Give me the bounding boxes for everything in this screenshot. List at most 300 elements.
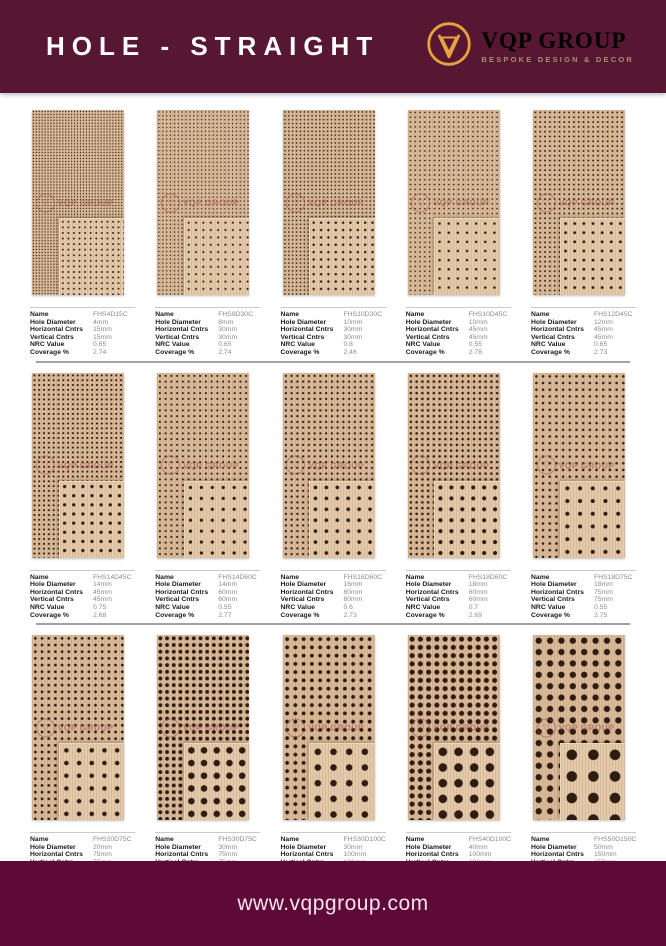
vqp-monogram-icon: ▽ (161, 193, 180, 212)
spec-value: 0.65 (93, 341, 107, 349)
spec-row (406, 334, 511, 342)
spec-label: Vertical Cntrs (405, 333, 450, 341)
page-header (0, 0, 666, 93)
vqp-monogram-icon: ▽ (411, 456, 430, 475)
spec-row (30, 836, 135, 844)
spec-value: 30mm (218, 333, 238, 341)
spec-row (30, 844, 135, 852)
panel-inset-zoom (560, 743, 625, 820)
spec-row (531, 836, 636, 844)
spec-row (406, 574, 511, 582)
spec-label: Coverage % (531, 348, 570, 356)
spec-label: Name (531, 311, 550, 318)
spec-value: 0.75 (93, 603, 107, 611)
panel-image (283, 373, 375, 558)
spec-table (30, 307, 135, 357)
watermark-label: VQP GROUP (558, 197, 615, 208)
spec-label: Hole Diameter (155, 318, 201, 326)
spec-value: 0.6 (343, 603, 353, 611)
watermark-label: VQP GROUP (308, 197, 364, 208)
catalog-cell (406, 635, 511, 882)
vqp-monogram-icon: ▽ (286, 456, 305, 475)
panel-watermark (537, 193, 615, 212)
spec-row (531, 311, 636, 319)
spec-label: Hole Diameter (531, 843, 577, 851)
panel-image (157, 110, 249, 295)
spec-row (281, 341, 386, 349)
spec-label: Horizontal Cntrs (30, 326, 83, 334)
spec-value: FHS30D100C (343, 836, 386, 844)
spec-label: NRC Value (405, 341, 441, 349)
spec-label: Vertical Cntrs (155, 596, 200, 604)
spec-label: Name (280, 311, 300, 318)
spec-value: 12mm (594, 318, 613, 326)
spec-label: Horizontal Cntrs (280, 851, 334, 859)
spec-label: Name (30, 311, 49, 318)
spec-label: NRC Value (155, 603, 190, 611)
catalog-cell (281, 635, 386, 882)
vqp-monogram-icon: ▽ (537, 718, 556, 737)
spec-row (406, 836, 511, 844)
spec-value: 14mm (93, 581, 112, 589)
spec-label: Vertical Cntrs (30, 333, 74, 341)
panel-inset-zoom (560, 218, 625, 295)
spec-label: Hole Diameter (531, 318, 577, 326)
spec-row (155, 851, 260, 859)
spec-value: 60mm (343, 596, 363, 604)
spec-table (281, 570, 386, 620)
spec-row (531, 319, 636, 327)
spec-value: 2.74 (218, 348, 232, 356)
panel-image (157, 373, 249, 558)
spec-value: 2.74 (93, 348, 107, 356)
spec-value: 45mm (468, 333, 488, 341)
spec-row (531, 341, 636, 349)
spec-value: 30mm (343, 333, 363, 341)
spec-label: Vertical Cntrs (155, 333, 200, 341)
spec-row (531, 581, 636, 589)
spec-label: NRC Value (280, 341, 315, 349)
panel-watermark (537, 456, 615, 475)
catalog-cell (406, 110, 511, 357)
spec-value: 14mm (218, 581, 238, 589)
spec-value: 0.65 (594, 341, 608, 349)
catalog-cell (30, 635, 135, 882)
row-separator (36, 361, 630, 363)
spec-label: Name (155, 573, 174, 581)
spec-value: 0.8 (343, 341, 353, 349)
panel-image (533, 635, 625, 820)
spec-value: 2.68 (93, 611, 107, 619)
spec-row (406, 349, 511, 357)
spec-label: Coverage % (30, 348, 69, 356)
spec-row (155, 844, 260, 852)
spec-value: FHS18D60C (468, 573, 508, 581)
spec-label: Name (30, 836, 49, 844)
spec-value: 75mm (594, 596, 613, 604)
panel-grid-row-3 (30, 635, 636, 882)
spec-value: 4mm (93, 318, 109, 326)
spec-row (155, 349, 260, 357)
spec-value: 0.65 (218, 341, 232, 349)
spec-row (531, 596, 636, 604)
spec-value: 2.77 (218, 611, 232, 619)
spec-label: Horizontal Cntrs (30, 851, 83, 859)
vqp-monogram-icon: ▽ (36, 718, 55, 737)
spec-label: Horizontal Cntrs (280, 326, 334, 334)
spec-row (406, 844, 511, 852)
panel-watermark (411, 718, 489, 737)
panel-inset-zoom (434, 218, 499, 295)
watermark-label: VQP GROUP (57, 722, 114, 733)
spec-label: Coverage % (405, 348, 445, 356)
spec-value: 60mm (468, 588, 488, 596)
spec-label: NRC Value (155, 341, 190, 349)
spec-label: NRC Value (30, 341, 65, 349)
spec-value: FHS14D45C (93, 573, 132, 581)
panel-image (283, 635, 375, 820)
website-url: www.vqpgroup.com (237, 891, 429, 915)
spec-row (531, 604, 636, 612)
spec-label: Vertical Cntrs (531, 596, 575, 604)
spec-row (30, 326, 135, 334)
spec-row (30, 311, 135, 319)
spec-label: NRC Value (30, 603, 65, 611)
spec-value: FHS4D15C (93, 311, 128, 318)
panel-watermark (36, 718, 114, 737)
panel-inset-zoom (309, 481, 374, 558)
spec-value: 2.73 (594, 348, 608, 356)
spec-value: 50mm (594, 843, 613, 851)
spec-row (281, 596, 386, 604)
spec-row (281, 581, 386, 589)
spec-row (281, 604, 386, 612)
vqp-monogram-icon: ▽ (36, 456, 55, 475)
spec-row (30, 334, 135, 342)
spec-label: Name (155, 836, 174, 844)
spec-value: 40mm (468, 843, 488, 851)
panel-watermark (161, 718, 239, 737)
spec-row (531, 574, 636, 582)
spec-value: 60mm (468, 596, 488, 604)
page-footer (0, 861, 666, 946)
spec-label: Hole Diameter (30, 843, 76, 851)
catalog-cell (30, 110, 135, 357)
panel-catalog (0, 93, 666, 888)
panel-image (533, 373, 625, 558)
spec-value: 18mm (468, 581, 488, 589)
spec-value: 2.46 (343, 348, 357, 356)
watermark-label: VQP GROUP (182, 197, 239, 208)
panel-image (408, 110, 500, 295)
spec-table (155, 307, 260, 357)
panel-image (32, 635, 124, 820)
spec-table (30, 570, 135, 620)
catalog-cell (30, 373, 135, 620)
spec-label: Hole Diameter (280, 581, 327, 589)
spec-row (281, 334, 386, 342)
spec-value: 30mm (218, 843, 238, 851)
spec-row (281, 319, 386, 327)
spec-value: 0.7 (468, 603, 479, 611)
spec-label: Horizontal Cntrs (155, 326, 209, 334)
spec-row (155, 311, 260, 319)
spec-label: Hole Diameter (155, 843, 201, 851)
spec-row (30, 604, 135, 612)
vqp-monogram-icon: ▽ (286, 193, 305, 212)
spec-value: 10mm (343, 318, 363, 326)
spec-row (281, 589, 386, 597)
spec-row (155, 319, 260, 327)
spec-value: 75mm (218, 851, 238, 859)
vqp-monogram-icon (425, 20, 473, 73)
spec-value: 15mm (93, 333, 112, 341)
vqp-monogram-icon: ▽ (537, 456, 556, 475)
panel-inset-zoom (59, 481, 124, 558)
spec-value: 60mm (218, 588, 238, 596)
spec-table (406, 570, 511, 620)
catalog-cell (281, 373, 386, 620)
panel-watermark (36, 456, 114, 475)
panel-watermark (161, 456, 239, 475)
panel-image (533, 110, 625, 295)
panel-inset-zoom (184, 218, 249, 295)
panel-grid-row-1 (30, 110, 636, 357)
spec-value: 0.55 (594, 603, 608, 611)
watermark-label: VQP GROUP (433, 197, 490, 208)
spec-row (155, 612, 260, 620)
panel-inset-zoom (434, 481, 499, 558)
spec-row (281, 851, 386, 859)
spec-row (531, 349, 636, 357)
logo-tagline: BESPOKE DESIGN & DECOR (481, 55, 634, 65)
spec-row (406, 311, 511, 319)
vqp-monogram-icon: ▽ (161, 718, 180, 737)
catalog-cell (281, 110, 386, 357)
catalog-cell (531, 110, 636, 357)
watermark-label: VQP GROUP (182, 460, 239, 471)
spec-label: Horizontal Cntrs (155, 588, 209, 596)
spec-label: Name (531, 573, 550, 581)
panel-image (408, 635, 500, 820)
spec-label: Coverage % (155, 348, 195, 356)
spec-label: Horizontal Cntrs (280, 588, 334, 596)
panel-watermark (411, 456, 489, 475)
logo-name: VQP GROUP (481, 28, 627, 54)
catalog-cell (155, 110, 260, 357)
spec-row (30, 589, 135, 597)
panel-watermark (411, 193, 489, 212)
panel-inset-zoom (309, 218, 374, 295)
spec-value: 15mm (93, 326, 112, 334)
spec-label: Coverage % (30, 611, 69, 619)
spec-value: FHS14D60C (218, 573, 257, 581)
watermark-label: VQP GROUP (308, 722, 364, 733)
spec-row (30, 349, 135, 357)
spec-label: Horizontal Cntrs (531, 851, 584, 859)
spec-row (531, 589, 636, 597)
spec-value: 45mm (594, 326, 613, 334)
panel-watermark (161, 193, 239, 212)
spec-label: Hole Diameter (405, 843, 452, 851)
spec-value: 60mm (218, 596, 238, 604)
spec-row (406, 589, 511, 597)
spec-value: 45mm (93, 596, 112, 604)
spec-label: Vertical Cntrs (280, 333, 325, 341)
spec-value: 8mm (218, 318, 234, 326)
spec-row (30, 851, 135, 859)
spec-label: Coverage % (155, 611, 195, 619)
panel-watermark (36, 193, 114, 212)
spec-label: Horizontal Cntrs (531, 588, 584, 596)
spec-value: FHS30D75C (218, 836, 257, 844)
spec-row (155, 589, 260, 597)
spec-value: 30mm (218, 326, 238, 334)
spec-label: Name (280, 573, 300, 581)
spec-row (281, 574, 386, 582)
spec-row (281, 836, 386, 844)
panel-inset-zoom (434, 743, 499, 820)
spec-table (155, 570, 260, 620)
spec-value: 100mm (468, 851, 492, 859)
spec-row (30, 581, 135, 589)
spec-table (531, 570, 636, 620)
spec-value: 60mm (343, 588, 363, 596)
spec-row (406, 851, 511, 859)
spec-row (531, 326, 636, 334)
watermark-label: VQP GROUP (558, 460, 615, 471)
spec-label: Vertical Cntrs (531, 333, 575, 341)
spec-label: Vertical Cntrs (30, 596, 74, 604)
catalog-cell (155, 373, 260, 620)
spec-label: Hole Diameter (280, 318, 327, 326)
spec-row (406, 581, 511, 589)
spec-label: Name (531, 836, 550, 844)
spec-label: Hole Diameter (405, 318, 452, 326)
spec-value: 150mm (594, 851, 617, 859)
spec-label: Name (280, 836, 300, 844)
page-title: HOLE - STRAIGHT (46, 31, 380, 61)
spec-value: 75mm (93, 851, 112, 859)
panel-image (32, 110, 124, 295)
spec-row (155, 574, 260, 582)
spec-value: 0.55 (468, 341, 482, 349)
spec-row (531, 851, 636, 859)
spec-row (30, 574, 135, 582)
vqp-monogram-icon: ▽ (537, 193, 556, 212)
panel-watermark (286, 193, 364, 212)
spec-label: Vertical Cntrs (405, 596, 450, 604)
vqp-monogram-icon: ▽ (286, 718, 305, 737)
watermark-label: VQP GROUP (433, 722, 490, 733)
watermark-label: VQP GROUP (558, 722, 615, 733)
spec-row (406, 612, 511, 620)
vqp-monogram-icon: ▽ (36, 193, 55, 212)
spec-value: 75mm (594, 588, 613, 596)
spec-label: Horizontal Cntrs (155, 851, 209, 859)
spec-label: Horizontal Cntrs (405, 588, 459, 596)
row-separator (36, 623, 630, 625)
panel-inset-zoom (184, 743, 249, 820)
spec-label: Coverage % (531, 611, 570, 619)
spec-label: Hole Diameter (30, 318, 76, 326)
spec-value: 45mm (468, 326, 488, 334)
spec-label: Horizontal Cntrs (405, 851, 459, 859)
spec-row (281, 844, 386, 852)
spec-value: FHS16D60C (343, 573, 383, 581)
spec-row (155, 326, 260, 334)
spec-label: Hole Diameter (30, 581, 76, 589)
spec-value: 18mm (594, 581, 613, 589)
spec-label: Name (405, 311, 425, 318)
spec-value: FHS18D75C (594, 573, 633, 581)
panel-watermark (537, 718, 615, 737)
spec-value: FHS40D100C (468, 836, 512, 844)
spec-label: NRC Value (280, 603, 315, 611)
spec-value: 2.75 (594, 611, 608, 619)
spec-row (155, 341, 260, 349)
vqp-monogram-icon: ▽ (411, 718, 430, 737)
watermark-label: VQP GROUP (57, 460, 114, 471)
spec-label: Hole Diameter (280, 843, 327, 851)
spec-value: 30mm (343, 843, 363, 851)
watermark-label: VQP GROUP (182, 722, 239, 733)
spec-row (155, 836, 260, 844)
spec-label: Hole Diameter (155, 581, 201, 589)
spec-label: Coverage % (405, 611, 445, 619)
spec-label: Vertical Cntrs (280, 596, 325, 604)
catalog-cell (406, 373, 511, 620)
panel-inset-zoom (59, 218, 124, 295)
panel-inset-zoom (560, 481, 625, 558)
spec-value: 30mm (343, 326, 363, 334)
spec-table (281, 307, 386, 357)
spec-row (406, 596, 511, 604)
spec-row (531, 612, 636, 620)
spec-label: Name (155, 311, 174, 318)
spec-value: 2.69 (468, 611, 482, 619)
spec-row (281, 349, 386, 357)
spec-label: Hole Diameter (531, 581, 577, 589)
spec-label: Name (405, 573, 425, 581)
spec-row (406, 341, 511, 349)
spec-value: 20mm (93, 843, 112, 851)
spec-value: FHS50D150C (594, 836, 637, 844)
spec-label: NRC Value (405, 603, 441, 611)
panel-grid-row-2 (30, 373, 636, 620)
spec-value: 2.78 (468, 348, 482, 356)
spec-label: Hole Diameter (405, 581, 452, 589)
spec-row (281, 326, 386, 334)
spec-value: 100mm (343, 851, 367, 859)
watermark-label: VQP GROUP (308, 460, 364, 471)
catalog-cell (155, 635, 260, 882)
spec-value: 0.55 (218, 603, 232, 611)
spec-row (155, 596, 260, 604)
spec-label: Horizontal Cntrs (531, 326, 584, 334)
spec-value: FHS20D75C (93, 836, 132, 844)
watermark-label: VQP GROUP (57, 197, 114, 208)
spec-table (406, 307, 511, 357)
spec-row (30, 596, 135, 604)
spec-row (155, 604, 260, 612)
spec-row (281, 612, 386, 620)
panel-watermark (286, 718, 364, 737)
spec-row (406, 326, 511, 334)
panel-image (32, 373, 124, 558)
vqp-monogram-icon: ▽ (411, 193, 430, 212)
spec-row (281, 311, 386, 319)
